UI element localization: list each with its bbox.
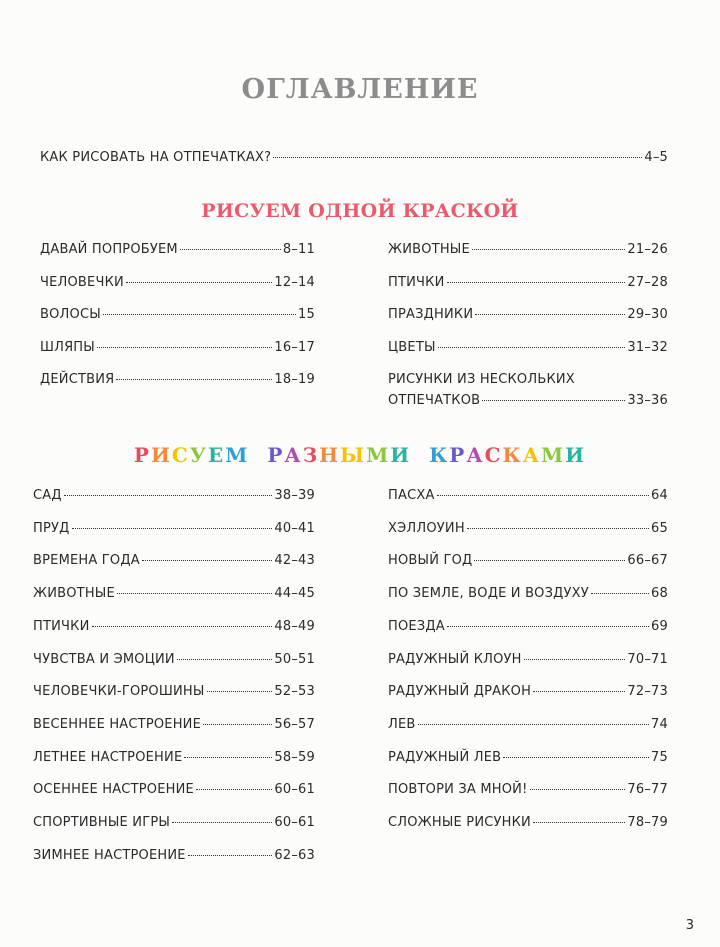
toc-entry-page: 58–59 (274, 749, 315, 765)
toc-entry[interactable] (388, 242, 668, 257)
toc-entry[interactable] (33, 488, 315, 503)
toc-leader-dots (188, 855, 273, 856)
toc-entry[interactable] (388, 488, 668, 503)
toc-entry-label: ПТИЧКИ (33, 618, 90, 634)
title-letter: С (171, 443, 190, 467)
toc-entry[interactable] (388, 521, 668, 536)
toc-entry-label: РАДУЖНЫЙ КЛОУН (388, 651, 522, 667)
toc-entry-line2 (388, 393, 668, 408)
toc-entry-page: 68 (651, 586, 668, 602)
toc-entry-label: ЧЕЛОВЕЧКИ (40, 274, 124, 290)
toc-entry-label: ПАСХА (388, 488, 435, 503)
toc-entry-page: 38–39 (274, 488, 315, 503)
title-letter: С (484, 443, 503, 467)
toc-leader-dots (482, 400, 625, 401)
toc-leader-dots (126, 282, 272, 283)
title-letter: У (189, 443, 209, 467)
toc-entry-label: ДЕЙСТВИЯ (40, 372, 115, 387)
toc-entry-page: 72–73 (627, 684, 668, 700)
toc-entry-page: 4–5 (644, 150, 668, 165)
toc-entry-page: 70–71 (627, 651, 668, 667)
title-letter: И (150, 443, 172, 467)
toc-entry-page: 50–51 (274, 651, 315, 667)
toc-entry-page: 42–43 (274, 553, 315, 569)
section-title-one-paint: РИСУЕМ ОДНОЙ КРАСКОЙ (201, 200, 519, 222)
toc-entry-page: 60–61 (274, 782, 315, 798)
toc-entry-label: ЖИВОТНЫЕ (33, 586, 115, 602)
toc-entry-label: ХЭЛЛОУИН (388, 520, 465, 536)
toc-entry-label-line1: РИСУНКИ ИЗ НЕСКОЛЬКИХ (388, 372, 575, 387)
toc-entry-label: КАК РИСОВАТЬ НА ОТПЕЧАТКАХ? (40, 150, 272, 165)
toc-entry[interactable] (388, 717, 668, 732)
toc-leader-dots (72, 528, 273, 529)
toc-entry-page: 76–77 (627, 782, 668, 798)
title-letter: М (541, 443, 566, 467)
toc-entry-label: ШЛЯПЫ (40, 339, 95, 355)
toc-entry[interactable] (388, 684, 668, 699)
toc-entry-page: 64 (651, 488, 668, 503)
toc-entry-label: РАДУЖНЫЙ ДРАКОН (388, 684, 532, 700)
toc-entry-page: 69 (651, 618, 668, 634)
toc-entry[interactable] (40, 307, 315, 322)
toc-leader-dots (92, 626, 273, 627)
toc-entry-label: ЦВЕТЫ (388, 339, 436, 355)
toc-leader-dots (472, 249, 626, 250)
toc-leader-dots (447, 282, 626, 283)
toc-leader-dots (207, 691, 273, 692)
toc-leader-dots (142, 560, 273, 561)
title-letter: Н (319, 443, 341, 467)
toc-leader-dots (437, 495, 650, 496)
toc-entry-multiline[interactable] (388, 372, 668, 408)
title-letter: Р (133, 443, 151, 467)
toc-entry-label: ВОЛОСЫ (40, 307, 101, 322)
toc-entry-page: 66–67 (627, 553, 668, 569)
toc-entry[interactable] (33, 586, 315, 601)
toc-leader-dots (467, 528, 649, 529)
toc-entry-page: 48–49 (274, 618, 315, 634)
title-letter: Ы (340, 443, 367, 467)
title-letter: М (225, 443, 250, 467)
toc-entry[interactable] (40, 242, 315, 257)
page-title: ОГЛАВЛЕНИЕ (241, 74, 479, 105)
toc-entry[interactable] (33, 619, 315, 634)
toc-entry-label: ЛЕТНЕЕ НАСТРОЕНИЕ (33, 749, 183, 765)
toc-entry-label: ВРЕМЕНА ГОДА (33, 553, 140, 569)
title-letter: Р (267, 443, 285, 467)
toc-leader-dots (447, 626, 649, 627)
toc-entry[interactable] (40, 340, 315, 355)
title-letter: И (390, 443, 412, 467)
toc-leader-dots (474, 560, 625, 561)
toc-entry[interactable] (33, 553, 315, 568)
title-letter: К (429, 443, 450, 467)
toc-leader-dots (273, 157, 642, 158)
toc-entry-page: 12–14 (274, 274, 315, 290)
page-number: 3 (685, 918, 694, 933)
toc-entry-label: ПРАЗДНИКИ (388, 307, 474, 322)
toc-entry-page: 40–41 (274, 520, 315, 536)
toc-entry[interactable] (40, 275, 315, 290)
toc-entry[interactable] (33, 750, 315, 765)
toc-entry[interactable] (33, 521, 315, 536)
toc-entry-label: СПОРТИВНЫЕ ИГРЫ (33, 815, 171, 830)
toc-entry-label: ПОВТОРИ ЗА МНОЙ! (388, 782, 528, 798)
toc-entry-label: ЖИВОТНЫЕ (388, 242, 470, 257)
toc-entry-page: 33–36 (627, 393, 668, 408)
toc-entry-label: ЗИМНЕЕ НАСТРОЕНИЕ (33, 847, 186, 863)
toc-entry[interactable] (33, 684, 315, 699)
toc-leader-dots (418, 724, 650, 725)
toc-entry[interactable] (388, 619, 668, 634)
title-letter (249, 443, 258, 467)
toc-entry-label: ПО ЗЕМЛЕ, ВОДЕ И ВОЗДУХУ (388, 586, 589, 602)
title-letter (258, 443, 267, 467)
toc-leader-dots (503, 757, 649, 758)
title-letter: Е (208, 443, 226, 467)
toc-entry[interactable] (388, 340, 668, 355)
toc-leader-dots (591, 593, 649, 594)
toc-entry-page: 44–45 (274, 586, 315, 602)
title-letter: А (466, 443, 485, 467)
toc-entry-page: 8–11 (282, 242, 315, 257)
toc-leader-dots (203, 724, 272, 725)
toc-entry-label: ПТИЧКИ (388, 274, 445, 290)
title-letter: И (565, 443, 587, 467)
toc-entry-page: 74 (651, 716, 668, 732)
title-letter: А (284, 443, 303, 467)
toc-entry-label: НОВЫЙ ГОД (388, 553, 473, 569)
toc-leader-dots (184, 757, 272, 758)
toc-leader-dots (97, 347, 272, 348)
toc-entry-page: 75 (651, 749, 668, 765)
toc-entry[interactable] (388, 782, 668, 797)
toc-entry-page: 31–32 (627, 339, 668, 355)
toc-entry-page: 15 (298, 307, 315, 322)
toc-entry[interactable] (33, 782, 315, 797)
toc-entry-page: 62–63 (274, 847, 315, 863)
toc-entry-page: 16–17 (274, 339, 315, 355)
toc-entry[interactable] (33, 717, 315, 732)
toc-entry[interactable] (388, 275, 668, 290)
toc-entry[interactable] (33, 815, 315, 830)
toc-entry[interactable] (388, 553, 668, 568)
toc-leader-dots (196, 789, 272, 790)
title-letter (420, 443, 429, 467)
title-letter: М (366, 443, 391, 467)
toc-leader-dots (172, 822, 272, 823)
toc-entry-label: СЛОЖНЫЕ РИСУНКИ (388, 815, 531, 830)
title-letter (411, 443, 420, 467)
toc-entry-page: 18–19 (274, 372, 315, 387)
toc-leader-dots (103, 314, 296, 315)
toc-leader-dots (475, 314, 625, 315)
toc-entry[interactable] (40, 372, 315, 387)
toc-entry[interactable] (33, 848, 315, 863)
toc-entry-label: ДАВАЙ ПОПРОБУЕМ (40, 242, 178, 257)
toc-entry-label: САД (33, 488, 62, 503)
toc-entry[interactable] (388, 586, 668, 601)
toc-entry[interactable] (388, 652, 668, 667)
title-letter: З (302, 443, 320, 467)
toc-entry-page: 27–28 (627, 274, 668, 290)
toc-entry-label: ОСЕННЕЕ НАСТРОЕНИЕ (33, 782, 194, 798)
toc-entry[interactable] (33, 652, 315, 667)
toc-leader-dots (116, 379, 272, 380)
toc-entry-label: ПОЕЗДА (388, 618, 445, 634)
title-letter: К (502, 443, 523, 467)
toc-entry-page: 78–79 (627, 815, 668, 830)
title-letter: Р (449, 443, 467, 467)
toc-leader-dots (117, 593, 273, 594)
toc-entry-page: 21–26 (627, 242, 668, 257)
toc-entry[interactable] (388, 815, 668, 830)
toc-entry-intro[interactable] (40, 150, 668, 165)
toc-leader-dots (530, 789, 626, 790)
toc-entry-page: 29–30 (627, 307, 668, 322)
toc-entry[interactable] (388, 307, 668, 322)
section-title-many-paints (0, 443, 720, 467)
toc-entry-page: 65 (651, 520, 668, 536)
toc-entry-label: ВЕСЕННЕЕ НАСТРОЕНИЕ (33, 716, 202, 732)
title-letter: А (522, 443, 542, 467)
toc-leader-dots (64, 495, 273, 496)
toc-entry-page: 56–57 (274, 716, 315, 732)
toc-entry-label: ЧУВСТВА И ЭМОЦИИ (33, 651, 175, 667)
toc-leader-dots (438, 347, 626, 348)
toc-leader-dots (180, 249, 281, 250)
toc-entry-label: РАДУЖНЫЙ ЛЕВ (388, 749, 502, 765)
toc-entry-page: 60–61 (274, 815, 315, 830)
toc-leader-dots (533, 691, 625, 692)
toc-leader-dots (524, 659, 626, 660)
toc-entry[interactable] (388, 750, 668, 765)
toc-entry-label-line2: ОТПЕЧАТКОВ (388, 393, 481, 408)
toc-entry-label: ПРУД (33, 520, 70, 536)
toc-leader-dots (533, 822, 625, 823)
toc-leader-dots (177, 659, 273, 660)
toc-entry-label: ЧЕЛОВЕЧКИ-ГОРОШИНЫ (33, 684, 205, 700)
toc-entry-label: ЛЕВ (388, 716, 416, 732)
toc-entry-page: 52–53 (274, 684, 315, 700)
